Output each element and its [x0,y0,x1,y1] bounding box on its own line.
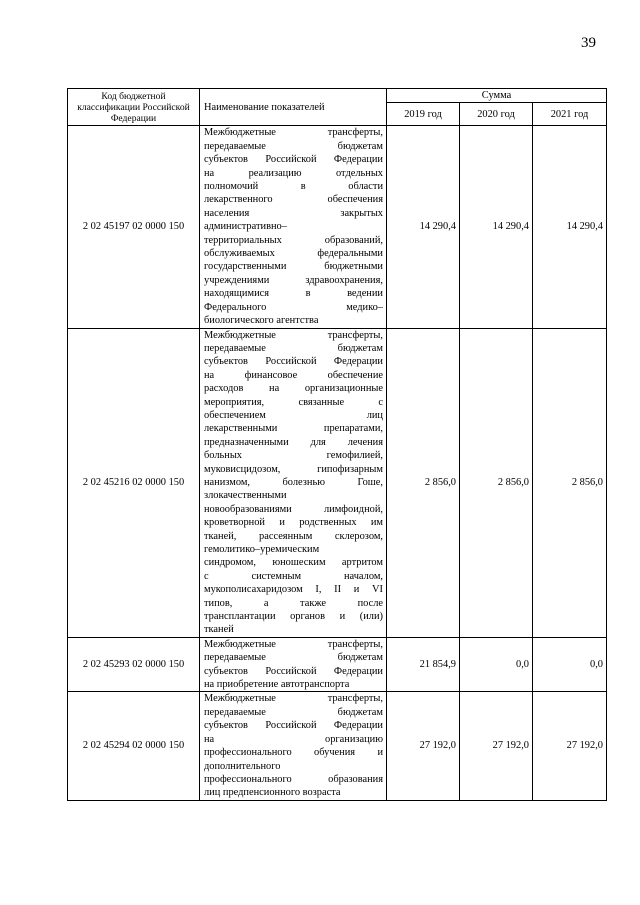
indicator-name-line: на организацию [204,733,383,745]
amount-2019: 2 856,0 [387,328,460,637]
indicator-name-line: профессионального обучения и [204,747,383,759]
budget-code: 2 02 45294 02 0000 150 [68,692,200,800]
indicator-name-line: находящимися в ведении [204,288,383,300]
indicator-name-line: новообразованиями лимфоидной, [204,503,383,515]
indicator-name-line: нанизмом, болезнью Гоше, [204,476,383,488]
indicator-name-line: передаваемые бюджетам [204,706,383,718]
indicator-name-line: на финансовое обеспечение [204,369,383,381]
indicator-name-line: дополнительного [204,760,281,772]
table-row [68,328,607,637]
amount-2021: 14 290,4 [533,126,607,328]
indicator-name-line: на приобретение автотранспорта [204,679,350,691]
indicator-name-line: обеспечением лиц [204,409,383,421]
indicator-name-line: передаваемые бюджетам [204,140,383,152]
indicator-name-line: расходов на организационные [204,383,383,395]
indicator-name [200,126,387,328]
indicator-name-line: субъектов Российской Федерации [204,356,383,368]
indicator-name-line: синдромом, юношеским артритом [204,557,383,569]
indicator-name-line: трансплантации органов и (или) [204,611,383,623]
indicator-name-line: передаваемые бюджетам [204,652,383,664]
indicator-name-line: Федерального медико– [204,301,383,313]
indicator-name-line: субъектов Российской Федерации [204,665,383,677]
page-number: 39 [581,35,596,51]
amount-2020: 0,0 [460,637,533,692]
indicator-name-line: Межбюджетные трансферты, [204,638,383,650]
indicator-name-line: мероприятия, связанные с [204,396,383,408]
indicator-name [200,637,387,692]
indicator-name-line: субъектов Российской Федерации [204,154,383,166]
indicator-name-line: Межбюджетные трансферты, [204,693,383,705]
indicator-name-line: мукополисахаридозом I, II и VI [204,584,383,596]
amount-2020: 14 290,4 [460,126,533,328]
indicator-name-line: больных гемофилией, [204,450,383,462]
header-year-2020: 2020 год [460,103,533,126]
header-code-column: Код бюджетной классификации Российской Федерации [68,89,200,126]
indicator-name-line: обслуживаемых федеральными [204,248,383,260]
budget-code: 2 02 45293 02 0000 150 [68,637,200,692]
indicator-name-line: территориальных образований, [204,234,383,246]
table-row [68,637,607,692]
indicator-name-line: учреждениями здравоохранения, [204,274,383,286]
amount-2019: 14 290,4 [387,126,460,328]
indicator-name-line: на реализацию отдельных [204,167,383,179]
amount-2021: 2 856,0 [533,328,607,637]
indicator-name-line: лиц предпенсионного возраста [204,787,341,799]
amount-2019: 21 854,9 [387,637,460,692]
indicator-name-line: кроветворной и родственных им [204,517,383,529]
indicator-name-line: субъектов Российской Федерации [204,720,383,732]
indicator-name-line: с системным началом, [204,570,383,582]
indicator-name [200,328,387,637]
indicator-name-line: гемолитико–уремическим [204,544,320,555]
budget-table [67,88,607,801]
indicator-name-line: предназначенными для лечения [204,436,383,448]
amount-2021: 0,0 [533,637,607,692]
indicator-name-line: населения закрытых [204,207,383,219]
header-year-2021: 2021 год [533,103,607,126]
indicator-name-line: государственными бюджетными [204,261,383,273]
indicator-name-line: тканей, рассеянным склерозом, [204,530,383,542]
indicator-name-line: передаваемые бюджетам [204,342,383,354]
indicator-name-line: лекарственными препаратами, [204,423,383,435]
table-row [68,692,607,800]
header-name-column: Наименование показателей [200,89,387,126]
table-row [68,126,607,328]
indicator-name-line: полномочий в области [204,181,383,193]
header-sum-column: Сумма [387,89,607,103]
indicator-name-line: Межбюджетные трансферты, [204,329,383,341]
amount-2020: 27 192,0 [460,692,533,800]
indicator-name-line: биологического агентства [204,315,319,327]
budget-code: 2 02 45197 02 0000 150 [68,126,200,328]
indicator-name-line: типов, а также после [204,597,383,609]
header-year-2019: 2019 год [387,103,460,126]
indicator-name-line: Межбюджетные трансферты, [204,127,383,139]
indicator-name-line: злокачественными [204,490,287,502]
amount-2019: 27 192,0 [387,692,460,800]
indicator-name-line: административно– [204,221,287,233]
indicator-name-line: профессионального образования [204,773,383,785]
indicator-name-line: тканей [204,624,234,636]
amount-2020: 2 856,0 [460,328,533,637]
budget-code: 2 02 45216 02 0000 150 [68,328,200,637]
indicator-name [200,692,387,800]
indicator-name-line: лекарственного обеспечения [204,194,383,206]
indicator-name-line: муковисцидозом, гипофизарным [204,463,383,475]
amount-2021: 27 192,0 [533,692,607,800]
